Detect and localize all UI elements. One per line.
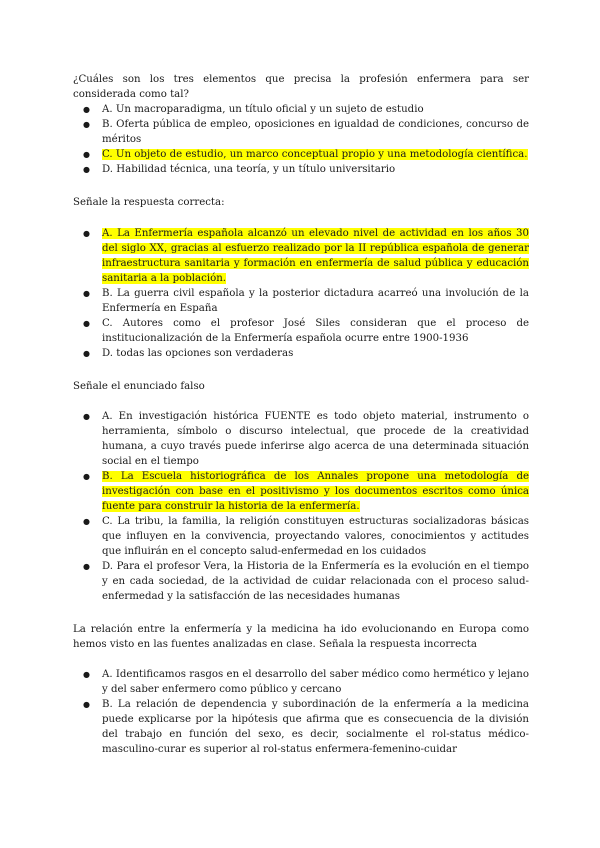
option-a	[73, 226, 529, 286]
option-b	[73, 469, 529, 514]
highlighted-answer: B. La Escuela historiográfica de los Annales propone una metodología de investigación con base en el positivismo y los documentos escritos como única fuente para construir la historia de la enfermería.	[102, 471, 529, 512]
option-list	[73, 667, 529, 757]
question-4	[73, 622, 529, 757]
option-d: ● D. todas las opciones son verdaderas	[73, 346, 529, 361]
question-stem: ¿Cuáles son los tres elementos que precisa la profesión enfermera para ser considerada como tal?	[73, 74, 529, 100]
question-3	[73, 379, 529, 604]
option-c	[73, 147, 529, 162]
highlighted-answer: C. Un objeto de estudio, un marco conceptual propio y una metodología científica.	[102, 149, 528, 160]
option-d: ● D. Habilidad técnica, una teoría, y un título universitario	[73, 162, 529, 177]
option-a: ● A. Identificamos rasgos en el desarrollo del saber médico como hermético y lejano y del saber enfermero como público y cercano	[73, 667, 529, 697]
option-b: ● B. La guerra civil española y la posterior dictadura acarreó una involución de la Enfermería en España	[73, 286, 529, 316]
question-stem: Señale el enunciado falso	[73, 381, 205, 392]
option-list	[73, 409, 529, 604]
option-list	[73, 226, 529, 361]
option-c: ● C. Autores como el profesor José Siles consideran que el proceso de institucionalización de la Enfermería española ocurre entre 1900-1936	[73, 316, 529, 346]
option-d: ● D. Para el profesor Vera, la Historia de la Enfermería es la evolución en el tiempo y en cada sociedad, de la actividad de cuidar relacionada con el proceso salud-enfermedad y la satisfacción de las necesidades humanas	[73, 559, 529, 604]
option-list	[73, 102, 529, 177]
question-2	[73, 195, 529, 361]
option-c: ● C. La tribu, la familia, la religión constituyen estructuras socializadoras básicas que influyen en la convivencia, proyectando valores, conocimientos y actitudes que influirán en el concepto salud-enfermedad en los cuidados	[73, 514, 529, 559]
question-1	[73, 72, 529, 177]
option-a: ● A. Un macroparadigma, un título oficial y un sujeto de estudio	[73, 102, 529, 117]
question-stem: Señale la respuesta correcta:	[73, 197, 225, 208]
option-a: ● A. En investigación histórica FUENTE es todo objeto material, instrumento o herramienta, símbolo o discurso intelectual, que procede de la creatividad humana, a cuyo través puede inferirse algo acerca de una determinada situación social en el tiempo	[73, 409, 529, 469]
option-b: ● B. Oferta pública de empleo, oposiciones en igualdad de condiciones, concurso de méritos	[73, 117, 529, 147]
option-b: ● B. La relación de dependencia y subordinación de la enfermería a la medicina puede explicarse por la hipótesis que afirma que es consecuencia de la división del trabajo en función del sexo, es decir, socialmente el rol-status médico-masculino-curar es superior al rol-status enfermera-femenino-cuidar	[73, 697, 529, 757]
highlighted-answer: A. La Enfermería española alcanzó un elevado nivel de actividad en los años 30 del siglo XX, gracias al esfuerzo realizado por la II república española de generar infraestructura sanitaria y formación en enfermería de salud pública y educación sanitaria a la población.	[102, 228, 529, 284]
document-page	[73, 72, 529, 757]
question-stem: La relación entre la enfermería y la medicina ha ido evolucionando en Europa como hemos visto en las fuentes analizadas en clase. Señala la respuesta incorrecta	[73, 624, 529, 650]
